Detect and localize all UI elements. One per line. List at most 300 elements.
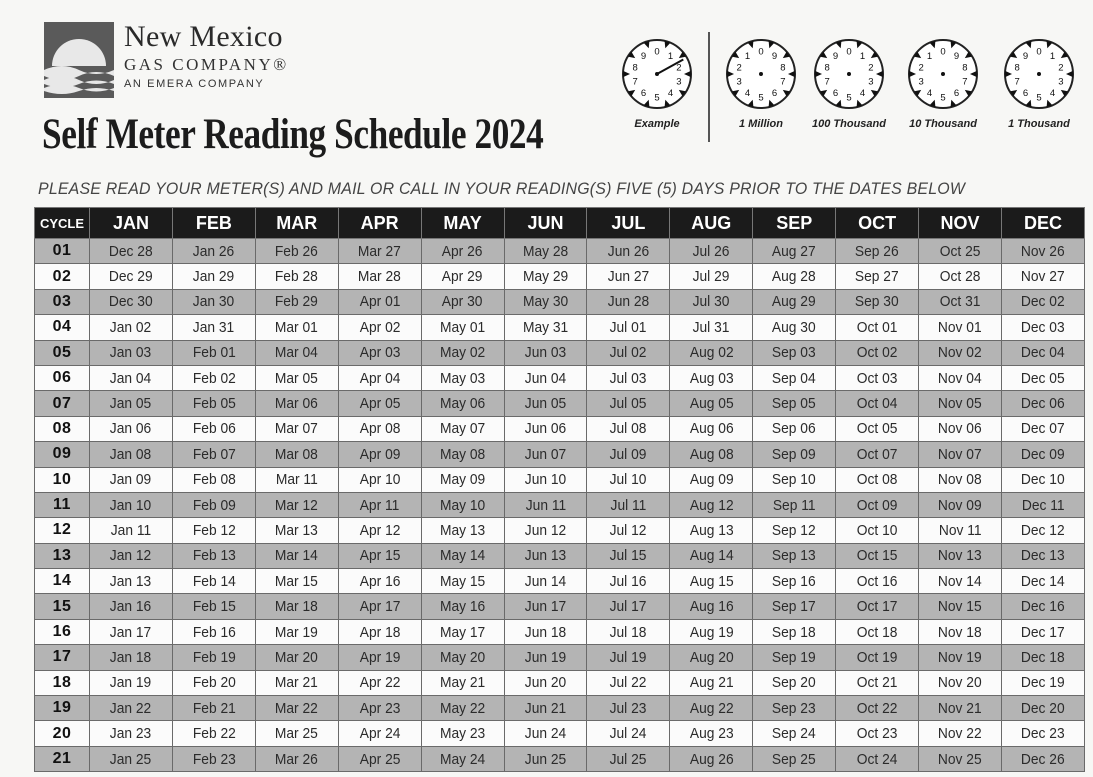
date-cell [753, 264, 836, 289]
date-text: May 08 [439, 445, 486, 463]
date-text: Jan 05 [110, 395, 152, 413]
date-cell [919, 289, 1002, 314]
date-cell [504, 518, 587, 543]
date-cell [255, 467, 338, 492]
date-text: Jan 08 [110, 445, 152, 463]
svg-text:6: 6 [1022, 88, 1029, 100]
date-cell [670, 594, 753, 619]
date-text: Dec 02 [1021, 293, 1065, 311]
date-text: Dec 14 [1021, 572, 1065, 590]
date-text: May 31 [522, 318, 569, 336]
cycle-number: 06 [35, 365, 90, 390]
svg-text:2: 2 [868, 62, 874, 74]
date-text: Sep 30 [855, 293, 899, 311]
date-text: Jan 02 [110, 318, 152, 336]
date-text: Jul 16 [609, 572, 647, 590]
date-cell [587, 467, 670, 492]
date-text: Jun 28 [607, 293, 650, 311]
date-text: May 01 [439, 318, 486, 336]
svg-text:5: 5 [940, 92, 946, 104]
date-text: Mar 22 [275, 699, 319, 717]
date-text: May 28 [522, 242, 569, 260]
date-text: Oct 28 [939, 268, 981, 286]
date-cell [836, 594, 919, 619]
date-cell [670, 543, 753, 568]
date-text: Mar 25 [275, 725, 319, 743]
date-cell [1001, 416, 1084, 441]
date-text: Aug 26 [689, 750, 734, 768]
svg-text:4: 4 [926, 88, 933, 100]
date-cell [421, 289, 504, 314]
date-text: Nov 20 [938, 674, 982, 692]
date-text: Nov 14 [938, 572, 982, 590]
page-title: Self Meter Reading Schedule 2024 [42, 111, 544, 158]
date-cell [172, 289, 255, 314]
date-cell [587, 239, 670, 264]
dial [716, 36, 806, 130]
date-text: Nov 08 [938, 471, 982, 489]
date-cell [504, 670, 587, 695]
date-text: Jan 31 [193, 318, 235, 336]
date-text: Aug 22 [689, 699, 734, 717]
date-cell [836, 391, 919, 416]
date-cell [670, 442, 753, 467]
date-cell [836, 746, 919, 771]
meter-dials [612, 36, 1082, 146]
date-text: Apr 26 [442, 242, 483, 260]
date-cell [753, 416, 836, 441]
date-text: Jun 13 [524, 547, 567, 565]
date-cell [836, 289, 919, 314]
date-cell [919, 467, 1002, 492]
date-text: Sep 17 [772, 598, 817, 616]
date-text: Mar 28 [358, 268, 402, 286]
date-text: Sep 03 [772, 344, 817, 362]
date-cell [172, 721, 255, 746]
date-cell [1001, 467, 1084, 492]
date-cell [255, 721, 338, 746]
date-text: Mar 08 [275, 445, 319, 463]
table-row [35, 391, 1085, 416]
date-text: Aug 05 [689, 395, 734, 413]
cycle-number: 17 [35, 645, 90, 670]
svg-text:2: 2 [1058, 62, 1064, 74]
date-cell [90, 645, 173, 670]
date-text: Nov 05 [938, 395, 982, 413]
date-text: Mar 14 [275, 547, 319, 565]
date-text: Sep 20 [772, 674, 817, 692]
cycle-number: 07 [35, 391, 90, 416]
date-cell [919, 721, 1002, 746]
table-row [35, 289, 1085, 314]
date-text: Mar 06 [275, 395, 319, 413]
date-cell [504, 391, 587, 416]
svg-text:3: 3 [1058, 76, 1064, 88]
date-cell [587, 340, 670, 365]
date-text: Apr 16 [359, 572, 400, 590]
date-text: Dec 09 [1021, 445, 1065, 463]
date-cell [919, 594, 1002, 619]
dial-face-icon [723, 36, 799, 112]
svg-text:7: 7 [780, 76, 786, 88]
table-row [35, 721, 1085, 746]
dial [804, 36, 894, 130]
date-cell [504, 264, 587, 289]
date-cell [753, 340, 836, 365]
schedule-table [34, 207, 1085, 772]
date-cell [1001, 645, 1084, 670]
date-text: Aug 21 [689, 674, 734, 692]
month-header: JUL [587, 208, 670, 239]
svg-text:4: 4 [1049, 88, 1056, 100]
date-text: Aug 06 [689, 420, 734, 438]
date-cell [587, 721, 670, 746]
date-text: Sep 06 [772, 420, 817, 438]
date-cell [255, 569, 338, 594]
svg-text:5: 5 [654, 92, 660, 104]
date-cell [421, 442, 504, 467]
svg-text:3: 3 [868, 76, 874, 88]
date-cell [1001, 721, 1084, 746]
date-cell [670, 416, 753, 441]
date-text: Jul 30 [692, 293, 730, 311]
date-text: Dec 11 [1021, 496, 1065, 514]
date-text: Jun 20 [524, 674, 567, 692]
date-cell [90, 365, 173, 390]
date-text: Jul 03 [609, 369, 647, 387]
date-cell [90, 315, 173, 340]
date-text: Sep 13 [772, 547, 817, 565]
date-cell [670, 645, 753, 670]
date-cell [1001, 391, 1084, 416]
date-text: Oct 01 [856, 318, 898, 336]
company-logo-icon [44, 22, 114, 98]
date-cell [172, 467, 255, 492]
date-cell [504, 721, 587, 746]
svg-text:7: 7 [1014, 76, 1020, 88]
table-row [35, 442, 1085, 467]
date-cell [255, 239, 338, 264]
svg-text:9: 9 [953, 50, 960, 62]
date-cell [836, 467, 919, 492]
date-cell [172, 670, 255, 695]
date-cell [338, 569, 421, 594]
date-text: Jul 09 [609, 445, 647, 463]
date-cell [1001, 670, 1084, 695]
month-header: FEB [172, 208, 255, 239]
date-text: Jun 03 [524, 344, 567, 362]
date-cell [1001, 594, 1084, 619]
date-cell [90, 619, 173, 644]
date-text: Jul 15 [609, 547, 647, 565]
date-text: Oct 22 [856, 699, 898, 717]
date-text: Jul 01 [609, 318, 647, 336]
date-text: Dec 29 [109, 268, 153, 286]
table-row [35, 645, 1085, 670]
dial-face-icon [905, 36, 981, 112]
date-cell [753, 721, 836, 746]
date-text: Feb 16 [192, 623, 236, 641]
date-cell [753, 365, 836, 390]
date-text: Sep 19 [772, 648, 817, 666]
date-cell [1001, 619, 1084, 644]
date-text: Jan 25 [110, 750, 152, 768]
date-cell [1001, 518, 1084, 543]
cycle-number: 14 [35, 569, 90, 594]
date-text: Aug 28 [772, 268, 817, 286]
date-cell [172, 391, 255, 416]
date-cell [504, 442, 587, 467]
date-text: Feb 20 [192, 674, 236, 692]
date-cell [90, 746, 173, 771]
date-text: Feb 21 [192, 699, 236, 717]
date-text: Jan 12 [110, 547, 152, 565]
dial [612, 36, 702, 130]
table-row [35, 696, 1085, 721]
date-text: Jan 30 [193, 293, 235, 311]
date-cell [338, 467, 421, 492]
date-text: Oct 18 [856, 623, 898, 641]
date-cell [504, 746, 587, 771]
dial [994, 36, 1084, 130]
date-text: Aug 23 [689, 725, 734, 743]
date-text: Aug 30 [772, 318, 817, 336]
date-cell [836, 645, 919, 670]
month-header: MAY [421, 208, 504, 239]
date-cell [753, 239, 836, 264]
date-text: Apr 11 [359, 496, 400, 514]
date-text: Aug 15 [689, 572, 734, 590]
date-cell [90, 543, 173, 568]
date-text: Oct 16 [856, 572, 898, 590]
date-text: Jan 29 [193, 268, 235, 286]
date-text: Jul 08 [609, 420, 647, 438]
date-text: Aug 29 [772, 293, 817, 311]
date-text: Apr 09 [359, 445, 400, 463]
date-text: May 15 [439, 572, 486, 590]
date-cell [255, 746, 338, 771]
date-cell [1001, 746, 1084, 771]
date-text: Jan 04 [110, 369, 152, 387]
date-cell [504, 543, 587, 568]
cycle-number: 02 [35, 264, 90, 289]
date-cell [670, 619, 753, 644]
date-text: Jun 27 [607, 268, 650, 286]
date-cell [753, 645, 836, 670]
date-text: Feb 15 [192, 598, 236, 616]
date-cell [338, 315, 421, 340]
table-row [35, 746, 1085, 771]
svg-text:6: 6 [640, 88, 647, 100]
date-cell [836, 619, 919, 644]
date-cell [587, 670, 670, 695]
cycle-number: 12 [35, 518, 90, 543]
date-text: May 29 [522, 268, 569, 286]
date-cell [90, 518, 173, 543]
date-text: Feb 08 [192, 471, 236, 489]
date-cell [90, 289, 173, 314]
date-text: Sep 09 [772, 445, 817, 463]
svg-text:9: 9 [640, 50, 647, 62]
date-text: May 13 [439, 521, 486, 539]
date-text: Nov 21 [938, 699, 982, 717]
date-text: Oct 31 [939, 293, 981, 311]
date-cell [504, 315, 587, 340]
svg-text:6: 6 [832, 88, 839, 100]
date-cell [421, 569, 504, 594]
date-text: Feb 05 [192, 395, 236, 413]
date-cell [919, 492, 1002, 517]
date-cell [919, 670, 1002, 695]
date-cell [504, 239, 587, 264]
date-text: Oct 10 [856, 521, 898, 539]
svg-text:5: 5 [758, 92, 764, 104]
date-text: Jul 05 [609, 395, 647, 413]
date-text: Jun 11 [525, 496, 566, 514]
date-text: Jan 03 [110, 344, 152, 362]
date-cell [421, 391, 504, 416]
date-cell [587, 569, 670, 594]
cycle-number: 15 [35, 594, 90, 619]
dial-divider [708, 32, 710, 142]
dial-label: 1 Thousand [1008, 118, 1070, 130]
date-cell [504, 289, 587, 314]
date-cell [421, 365, 504, 390]
cycle-number: 21 [35, 746, 90, 771]
date-cell [172, 442, 255, 467]
date-cell [90, 569, 173, 594]
date-text: Aug 09 [689, 471, 734, 489]
date-cell [90, 264, 173, 289]
date-text: Feb 07 [192, 445, 236, 463]
date-cell [670, 492, 753, 517]
date-text: Dec 05 [1021, 369, 1065, 387]
date-cell [255, 365, 338, 390]
date-text: Aug 16 [689, 598, 734, 616]
cycle-number: 20 [35, 721, 90, 746]
date-cell [255, 315, 338, 340]
svg-text:5: 5 [1036, 92, 1042, 104]
date-cell [1001, 492, 1084, 517]
date-text: Jul 12 [609, 521, 647, 539]
date-text: May 24 [439, 750, 486, 768]
month-header: JUN [504, 208, 587, 239]
date-cell [338, 289, 421, 314]
date-text: Oct 25 [939, 242, 981, 260]
date-text: Jan 11 [110, 521, 152, 539]
date-text: Dec 16 [1021, 598, 1065, 616]
date-text: May 10 [439, 496, 486, 514]
date-cell [753, 518, 836, 543]
svg-text:4: 4 [744, 88, 751, 100]
date-cell [504, 492, 587, 517]
date-cell [753, 619, 836, 644]
date-text: Apr 05 [359, 395, 400, 413]
date-cell [836, 264, 919, 289]
date-text: Dec 04 [1021, 344, 1065, 362]
date-cell [670, 239, 753, 264]
table-row [35, 315, 1085, 340]
date-cell [587, 518, 670, 543]
date-cell [90, 696, 173, 721]
date-cell [421, 264, 504, 289]
date-cell [670, 696, 753, 721]
date-cell [919, 416, 1002, 441]
svg-text:9: 9 [771, 50, 778, 62]
date-text: Feb 01 [192, 344, 236, 362]
table-row [35, 340, 1085, 365]
date-text: Nov 15 [938, 598, 982, 616]
cycle-header: CYCLE [35, 208, 90, 239]
date-text: Jan 09 [110, 471, 152, 489]
date-text: Dec 06 [1021, 395, 1065, 413]
date-text: Apr 23 [359, 699, 400, 717]
date-text: Dec 30 [109, 293, 153, 311]
svg-text:3: 3 [736, 76, 742, 88]
date-text: Aug 20 [689, 648, 734, 666]
date-text: Feb 06 [192, 420, 236, 438]
date-text: Apr 08 [359, 420, 400, 438]
date-text: Feb 22 [192, 725, 236, 743]
date-cell [172, 594, 255, 619]
date-cell [753, 569, 836, 594]
table-row [35, 416, 1085, 441]
month-header: JAN [90, 208, 173, 239]
date-text: Jul 31 [692, 318, 730, 336]
date-cell [172, 746, 255, 771]
date-text: Sep 16 [772, 572, 817, 590]
date-text: Jul 29 [692, 268, 730, 286]
date-text: Dec 19 [1021, 674, 1065, 692]
svg-text:4: 4 [667, 88, 674, 100]
date-text: Apr 25 [359, 750, 400, 768]
date-cell [670, 340, 753, 365]
date-text: May 14 [439, 547, 486, 565]
date-text: Jan 10 [110, 496, 152, 514]
date-cell [1001, 315, 1084, 340]
date-cell [90, 670, 173, 695]
date-text: Mar 20 [275, 648, 319, 666]
date-text: Jul 02 [609, 344, 647, 362]
date-text: Feb 19 [192, 648, 236, 666]
date-text: Jul 24 [609, 725, 647, 743]
date-cell [587, 543, 670, 568]
date-cell [836, 518, 919, 543]
date-cell [90, 467, 173, 492]
date-cell [255, 416, 338, 441]
date-text: Jun 26 [607, 242, 650, 260]
instruction-text: PLEASE READ YOUR METER(S) AND MAIL OR CALL IN YOUR READING(S) FIVE (5) DAYS PRIOR TO THE DATES BELOW [38, 180, 966, 198]
dial-label: 1 Million [739, 118, 783, 130]
date-cell [504, 645, 587, 670]
date-cell [753, 670, 836, 695]
date-cell [172, 239, 255, 264]
date-text: Nov 26 [1021, 242, 1065, 260]
cycle-number: 11 [35, 492, 90, 517]
date-cell [90, 594, 173, 619]
svg-text:4: 4 [859, 88, 866, 100]
date-text: Feb 26 [275, 242, 319, 260]
date-cell [172, 365, 255, 390]
date-cell [670, 264, 753, 289]
date-text: Dec 10 [1021, 471, 1065, 489]
date-cell [504, 696, 587, 721]
svg-text:0: 0 [758, 46, 764, 58]
svg-text:2: 2 [676, 62, 682, 74]
date-text: Oct 02 [856, 344, 898, 362]
date-text: Jun 06 [524, 420, 567, 438]
date-cell [338, 670, 421, 695]
